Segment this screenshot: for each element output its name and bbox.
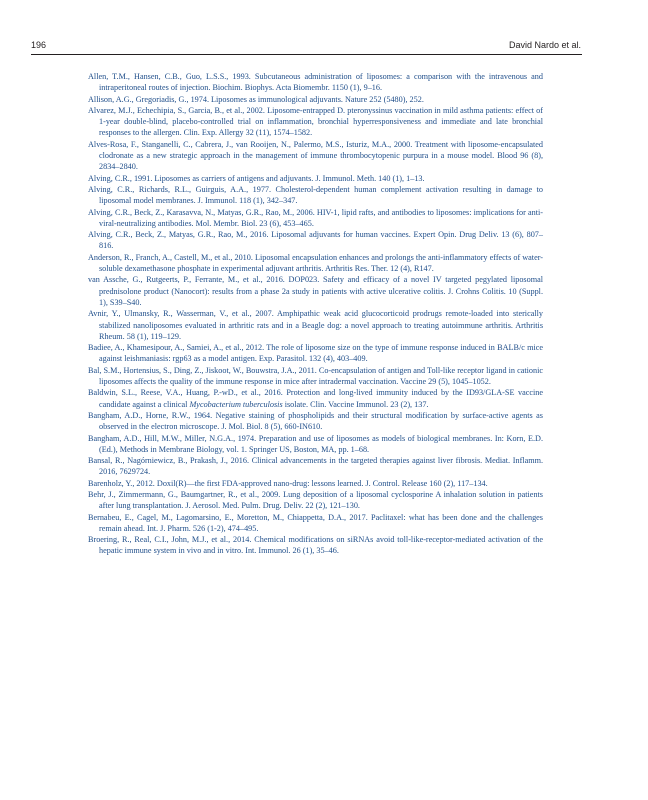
reference-entry: Bal, S.M., Hortensius, S., Ding, Z., Jiskoot, W., Bouwstra, J.A., 2011. Co-encapsulation of antigen and Toll-like receptor ligand in cationic liposomes affects the quality of the immune response in mice after intradermal vaccination. Vaccine 29 (5), 1045–1052. (88, 365, 543, 387)
reference-entry: Alves-Rosa, F., Stanganelli, C., Cabrera, J., van Rooijen, N., Palermo, M.S., Isturiz, M.A., 2000. Treatment with liposome-encapsulated clodronate as a new strategic approach in the management of immune thrombocytopenic purpura in a mouse model. Blood 96 (8), 2834–2840. (88, 139, 543, 172)
reference-entry: Anderson, R., Franch, A., Castell, M., et al., 2010. Liposomal encapsulation enhances and prolongs the anti-inflammatory effects of water-soluble dexamethasone phosphate in experimental adjuvant arthritis. Arthritis Res. Ther. 12 (4), R147. (88, 252, 543, 274)
reference-text: isolate. Clin. Vaccine Immunol. 23 (2), 137. (282, 399, 429, 409)
page-number: 196 (31, 40, 47, 50)
reference-entry: Allison, A.G., Gregoriadis, G., 1974. Liposomes as immunological adjuvants. Nature 252 (5480), 252. (88, 94, 424, 104)
reference-entry: Badiee, A., Khamesipour, A., Samiei, A., et al., 2012. The role of liposome size on the type of immune response induced in BALB/c mice against leishmaniasis: rgp63 as a model antigen. Exp. Parasitol. 132 (4), 403–409. (88, 343, 543, 364)
reference-species-name: Mycobacterium tuberculosis (189, 399, 283, 409)
reference-list (88, 71, 543, 557)
reference-entry: Behr, J., Zimmermann, G., Baumgartner, R., et al., 2009. Lung deposition of a liposomal cyclosporine A inhalation solution in patients after lung transplantation. J. Aerosol. Med. Pulm. Drug. Deliv. 22 (2), 121–130. (88, 489, 543, 511)
reference-entry: van Assche, G., Rutgeerts, P., Ferrante, M., et al., 2016. DOP023. Safety and efficacy of a novel IV targeted pegylated liposomal prednisolone product (Nanocort): results from a phase 2a study in patients with active ulcerative colitis. J. Crohns Colitis. 10 (Suppl. 1), S39–S40. (88, 275, 543, 307)
reference-entry: Alving, C.R., Beck, Z., Karasavva, N., Matyas, G.R., Rao, M., 2006. HIV-1, lipid rafts, and antibodies to liposomes: implications for anti-viral-neutralizing antibodies. Mol. Membr. Biol. 23 (6), 453–465. (88, 207, 543, 228)
reference-entry: Avnir, Y., Ulmansky, R., Wasserman, V., et al., 2007. Amphipathic weak acid glucocorticoid prodrugs remote-loaded into sterically stabilized nanoliposomes evaluated in arthritic rats and in a Beagle dog: a novel approach to treating autoimmune arthritis. Arthritis Rheum. 58 (1), 119–129. (88, 309, 543, 341)
reference-entry: Bansal, R., Nagórniewicz, B., Prakash, J., 2016. Clinical advancements in the targeted therapies against liver fibrosis. Mediat. Inflamm. 2016, 7629724. (88, 456, 543, 477)
reference-entry-baldwin (88, 387, 543, 410)
running-author: David Nardo et al. (508, 40, 581, 50)
reference-entry: Alving, C.R., Richards, R.L., Guirguis, A.A., 1977. Cholesterol-dependent human complement activation resulting in damage to liposomal model membranes. J. Immunol. 118 (1), 342–347. (88, 184, 543, 206)
reference-entry: Alvarez, M.J., Echechipia, S., Garcia, B., et al., 2002. Liposome-entrapped D. pteronyssinus vaccination in mild asthma patients: effect of 1-year double-blind, placebo-controlled trial on inflammation, bronchial hyperresponsiveness and immediate and late bronchial responses to the allergen. Clin. Exp. Allergy 32 (11), 1574–1582. (88, 105, 543, 138)
reference-entry: Broering, R., Real, C.I., John, M.J., et al., 2014. Chemical modifications on siRNAs avoid toll-like-receptor-mediated activation of the hepatic immune system in vivo and in vitro. Int. Immunol. 26 (1), 35–46. (88, 535, 543, 556)
reference-entry: Barenholz, Y., 2012. Doxil(R)—the first FDA-approved nano-drug: lessons learned. J. Control. Release 160 (2), 117–134. (88, 478, 488, 488)
reference-entry: Alving, C.R., Beck, Z., Matyas, G.R., Rao, M., 2016. Liposomal adjuvants for human vaccines. Expert Opin. Drug Deliv. 13 (6), 807–816. (88, 230, 543, 251)
reference-entry: Bangham, A.D., Hill, M.W., Miller, N.G.A., 1974. Preparation and use of liposomes as models of biological membranes. In: Korn, E.D. (Ed.), Methods in Membrane Biology, vol. 1. Springer US, Boston, MA, pp. 1–68. (88, 433, 543, 454)
running-head (31, 40, 581, 54)
reference-entry: Bangham, A.D., Horne, R.W., 1964. Negative staining of phospholipids and their structural modification by surface-active agents as observed in the electron microscope. J. Mol. Biol. 8 (5), 660-IN610. (88, 410, 543, 432)
reference-entry: Bernabeu, E., Cagel, M., Lagomarsino, E., Moretton, M., Chiappetta, D.A., 2017. Paclitaxel: what has been done and the challenges remain ahead. Int. J. Pharm. 526 (1-2), 474–495. (88, 512, 543, 533)
reference-entry: Alving, C.R., 1991. Liposomes as carriers of antigens and adjuvants. J. Immunol. Meth. 140 (1), 1–13. (88, 173, 425, 183)
reference-entry: Allen, T.M., Hansen, C.B., Guo, L.S.S., 1993. Subcutaneous administration of liposomes: a comparison with the intravenous and intraperitoneal routes of injection. Biochim. Biophys. Acta Biomembr. 1150 (1), 9–16. (88, 72, 543, 93)
reference-text: Baldwin, S.L., Reese, V.A., Huang, P.-wD., et al., 2016. Protection and long-lived immunity induced by the ID93/GLA-SE vaccine candidate against a clinical (88, 388, 543, 409)
header-rule (31, 54, 582, 55)
